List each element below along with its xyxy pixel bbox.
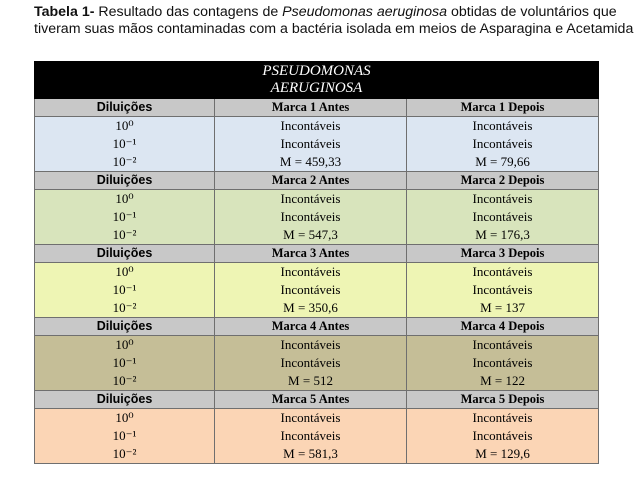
count-value: Incontáveis: [472, 264, 533, 279]
dilutions-header: Diluições: [35, 99, 215, 117]
count-value: M = 137: [480, 300, 525, 315]
count-value: Incontáveis: [472, 136, 533, 151]
marca-4-data-row: [35, 336, 599, 391]
marca-4-antes-header: Marca 4 Antes: [215, 318, 407, 336]
caption-text-2: obtidas de voluntários que tiveram suas mãos contaminadas com a bactéria isolada em meios de Asparagina e Acetamida: [34, 4, 634, 37]
table-title-row: [35, 62, 599, 99]
marca-3-depois-cell: [407, 263, 599, 318]
caption-prefix: Tabela 1-: [34, 4, 99, 20]
dilution-value: 10⁻²: [112, 373, 137, 388]
caption-species: Pseudomonas aeruginosa: [282, 4, 448, 20]
dilution-value: 10⁻²: [112, 227, 137, 242]
count-value: M = 547,3: [283, 227, 338, 242]
dilutions-header: Diluições: [35, 391, 215, 409]
marca-5-group: [35, 391, 599, 464]
dilution-value: 10⁰: [115, 337, 134, 352]
table-title-line-1: PSEUDOMONAS: [262, 63, 371, 79]
marca-2-antes-cell: [215, 190, 407, 245]
dilution-value: 10⁻²: [112, 300, 137, 315]
dilution-value: 10⁻¹: [112, 428, 137, 443]
marca-4-antes-cell: [215, 336, 407, 391]
count-value: Incontáveis: [280, 428, 341, 443]
marca-4-header-row: [35, 318, 599, 336]
dilution-value: 10⁻¹: [112, 209, 137, 224]
marca-1-depois-header: Marca 1 Depois: [407, 99, 599, 117]
marca-2-depois-header: Marca 2 Depois: [407, 172, 599, 190]
dilutions-header: Diluições: [35, 172, 215, 190]
count-value: M = 79,66: [475, 154, 530, 169]
count-value: M = 512: [288, 373, 333, 388]
marca-3-group: [35, 245, 599, 318]
dilution-value: 10⁻¹: [112, 355, 137, 370]
marca-1-data-row: [35, 117, 599, 172]
marca-2-group: [35, 172, 599, 245]
dilution-value: 10⁰: [115, 191, 134, 206]
dilution-value: 10⁰: [115, 410, 134, 425]
marca-3-header-row: [35, 245, 599, 263]
count-value: Incontáveis: [472, 410, 533, 425]
count-value: Incontáveis: [280, 209, 341, 224]
count-value: Incontáveis: [472, 209, 533, 224]
dilutions-cell: [35, 117, 215, 172]
count-value: Incontáveis: [280, 136, 341, 151]
count-value: Incontáveis: [280, 191, 341, 206]
dilutions-cell: [35, 263, 215, 318]
dilution-value: 10⁻¹: [112, 136, 137, 151]
marca-1-antes-cell: [215, 117, 407, 172]
marca-3-antes-header: Marca 3 Antes: [215, 245, 407, 263]
count-value: Incontáveis: [280, 118, 341, 133]
results-table: [34, 61, 599, 464]
count-value: Incontáveis: [472, 355, 533, 370]
marca-1-depois-cell: [407, 117, 599, 172]
count-value: Incontáveis: [280, 355, 341, 370]
table-title-line-2: AERUGINOSA: [270, 80, 363, 96]
count-value: Incontáveis: [280, 264, 341, 279]
marca-3-data-row: [35, 263, 599, 318]
marca-2-antes-header: Marca 2 Antes: [215, 172, 407, 190]
count-value: Incontáveis: [472, 118, 533, 133]
marca-5-depois-header: Marca 5 Depois: [407, 391, 599, 409]
count-value: M = 122: [480, 373, 525, 388]
marca-2-data-row: [35, 190, 599, 245]
marca-4-depois-header: Marca 4 Depois: [407, 318, 599, 336]
count-value: Incontáveis: [472, 337, 533, 352]
marca-1-group: [35, 99, 599, 172]
dilutions-cell: [35, 409, 215, 464]
table-title: [35, 62, 599, 99]
caption-text-1: Resultado das contagens de: [98, 4, 283, 20]
dilution-value: 10⁻²: [112, 154, 137, 169]
count-value: Incontáveis: [472, 282, 533, 297]
marca-4-group: [35, 318, 599, 391]
dilution-value: 10⁰: [115, 264, 134, 279]
count-value: M = 176,3: [475, 227, 530, 242]
count-value: M = 350,6: [283, 300, 338, 315]
marca-1-antes-header: Marca 1 Antes: [215, 99, 407, 117]
dilution-value: 10⁰: [115, 118, 134, 133]
dilutions-cell: [35, 190, 215, 245]
marca-5-data-row: [35, 409, 599, 464]
count-value: M = 459,33: [279, 154, 342, 169]
marca-5-antes-cell: [215, 409, 407, 464]
marca-5-depois-cell: [407, 409, 599, 464]
marca-2-header-row: [35, 172, 599, 190]
count-value: Incontáveis: [280, 410, 341, 425]
marca-1-header-row: [35, 99, 599, 117]
marca-5-antes-header: Marca 5 Antes: [215, 391, 407, 409]
marca-3-antes-cell: [215, 263, 407, 318]
count-value: Incontáveis: [280, 282, 341, 297]
dilution-value: 10⁻²: [112, 446, 137, 461]
marca-5-header-row: [35, 391, 599, 409]
count-value: Incontáveis: [280, 337, 341, 352]
marca-3-depois-header: Marca 3 Depois: [407, 245, 599, 263]
dilutions-cell: [35, 336, 215, 391]
dilutions-header: Diluições: [35, 318, 215, 336]
count-value: M = 581,3: [283, 446, 338, 461]
dilution-value: 10⁻¹: [112, 282, 137, 297]
count-value: Incontáveis: [472, 428, 533, 443]
marca-4-depois-cell: [407, 336, 599, 391]
count-value: M = 129,6: [475, 446, 530, 461]
count-value: Incontáveis: [472, 191, 533, 206]
table-caption: [34, 4, 634, 38]
dilutions-header: Diluições: [35, 245, 215, 263]
table-title-section: [35, 62, 599, 99]
marca-2-depois-cell: [407, 190, 599, 245]
